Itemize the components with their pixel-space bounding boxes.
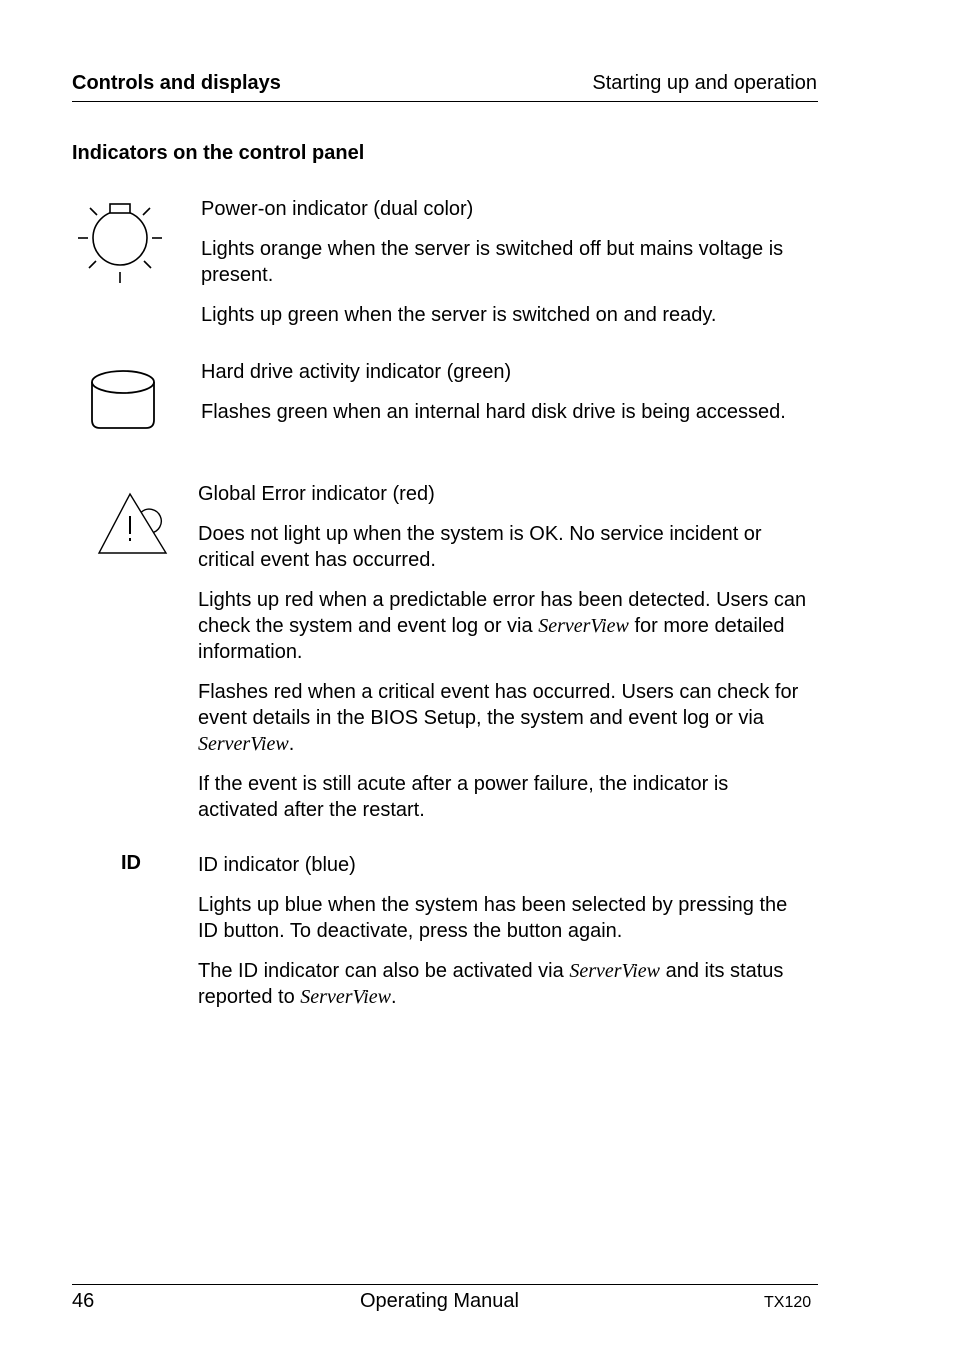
serverview-term: ServerView — [569, 960, 661, 982]
power-light-icon — [74, 198, 168, 290]
serverview-term: ServerView — [300, 986, 391, 1008]
header-chapter-title: Starting up and operation — [592, 72, 817, 94]
text-run: . — [391, 986, 397, 1008]
page-number: 46 — [72, 1290, 95, 1312]
footer-title: Operating Manual — [360, 1290, 519, 1312]
hdd-indicator-title: Hard drive activity indicator (green) — [201, 361, 512, 383]
error-indicator-text-1: Does not light up when the system is OK. No service incident or critical event has occurred. — [198, 523, 762, 571]
error-indicator-description — [198, 481, 810, 837]
power-indicator-description — [201, 196, 813, 342]
power-indicator-text-1: Lights orange when the server is switched off but mains voltage is present. — [201, 238, 784, 286]
error-indicator-text-4: If the event is still acute after a power failure, the indicator is activated after the restart. — [198, 773, 729, 821]
text-run: Lights up red when a predictable error has been detected. Users can check the system and event log or via — [198, 589, 807, 637]
text-run: . — [288, 733, 295, 755]
hard-drive-icon — [88, 366, 158, 434]
power-indicator-text-2: Lights up green when the server is switched on and ready. — [201, 304, 717, 326]
error-indicator-title: Global Error indicator (red) — [198, 483, 435, 505]
serverview-term: ServerView — [538, 615, 629, 637]
header-rule — [72, 101, 818, 102]
footer-model: TX120 — [764, 1294, 812, 1311]
serverview-term: ServerView — [198, 733, 289, 755]
page-title: Indicators on the control panel — [72, 142, 365, 164]
id-indicator-title: ID indicator (blue) — [198, 854, 356, 876]
error-indicator-text-3 — [198, 679, 810, 757]
power-indicator-title: Power-on indicator (dual color) — [201, 198, 474, 220]
id-indicator-text-2 — [198, 958, 810, 1010]
hdd-indicator-text-1: Flashes green when an internal hard disk drive is being accessed. — [201, 401, 786, 423]
text-run: Flashes red when a critical event has occurred. Users can check for event details in the BIOS Setup, the system and event log or via — [198, 681, 799, 729]
text-run: The ID indicator can also be activated via — [198, 960, 570, 982]
error-indicator-text-2 — [198, 587, 810, 665]
header-section-title: Controls and displays — [72, 72, 281, 94]
warning-triangle-icon — [96, 490, 170, 556]
id-indicator-description — [198, 852, 810, 1024]
text-run: for more detailed information. — [198, 615, 785, 663]
id-label: ID — [121, 852, 141, 874]
text-run: and its status reported to — [198, 960, 784, 1008]
hdd-indicator-description — [201, 359, 813, 439]
footer-rule — [72, 1284, 818, 1285]
id-indicator-text-1: Lights up blue when the system has been selected by pressing the ID button. To deactivate, press the button again. — [198, 894, 788, 942]
